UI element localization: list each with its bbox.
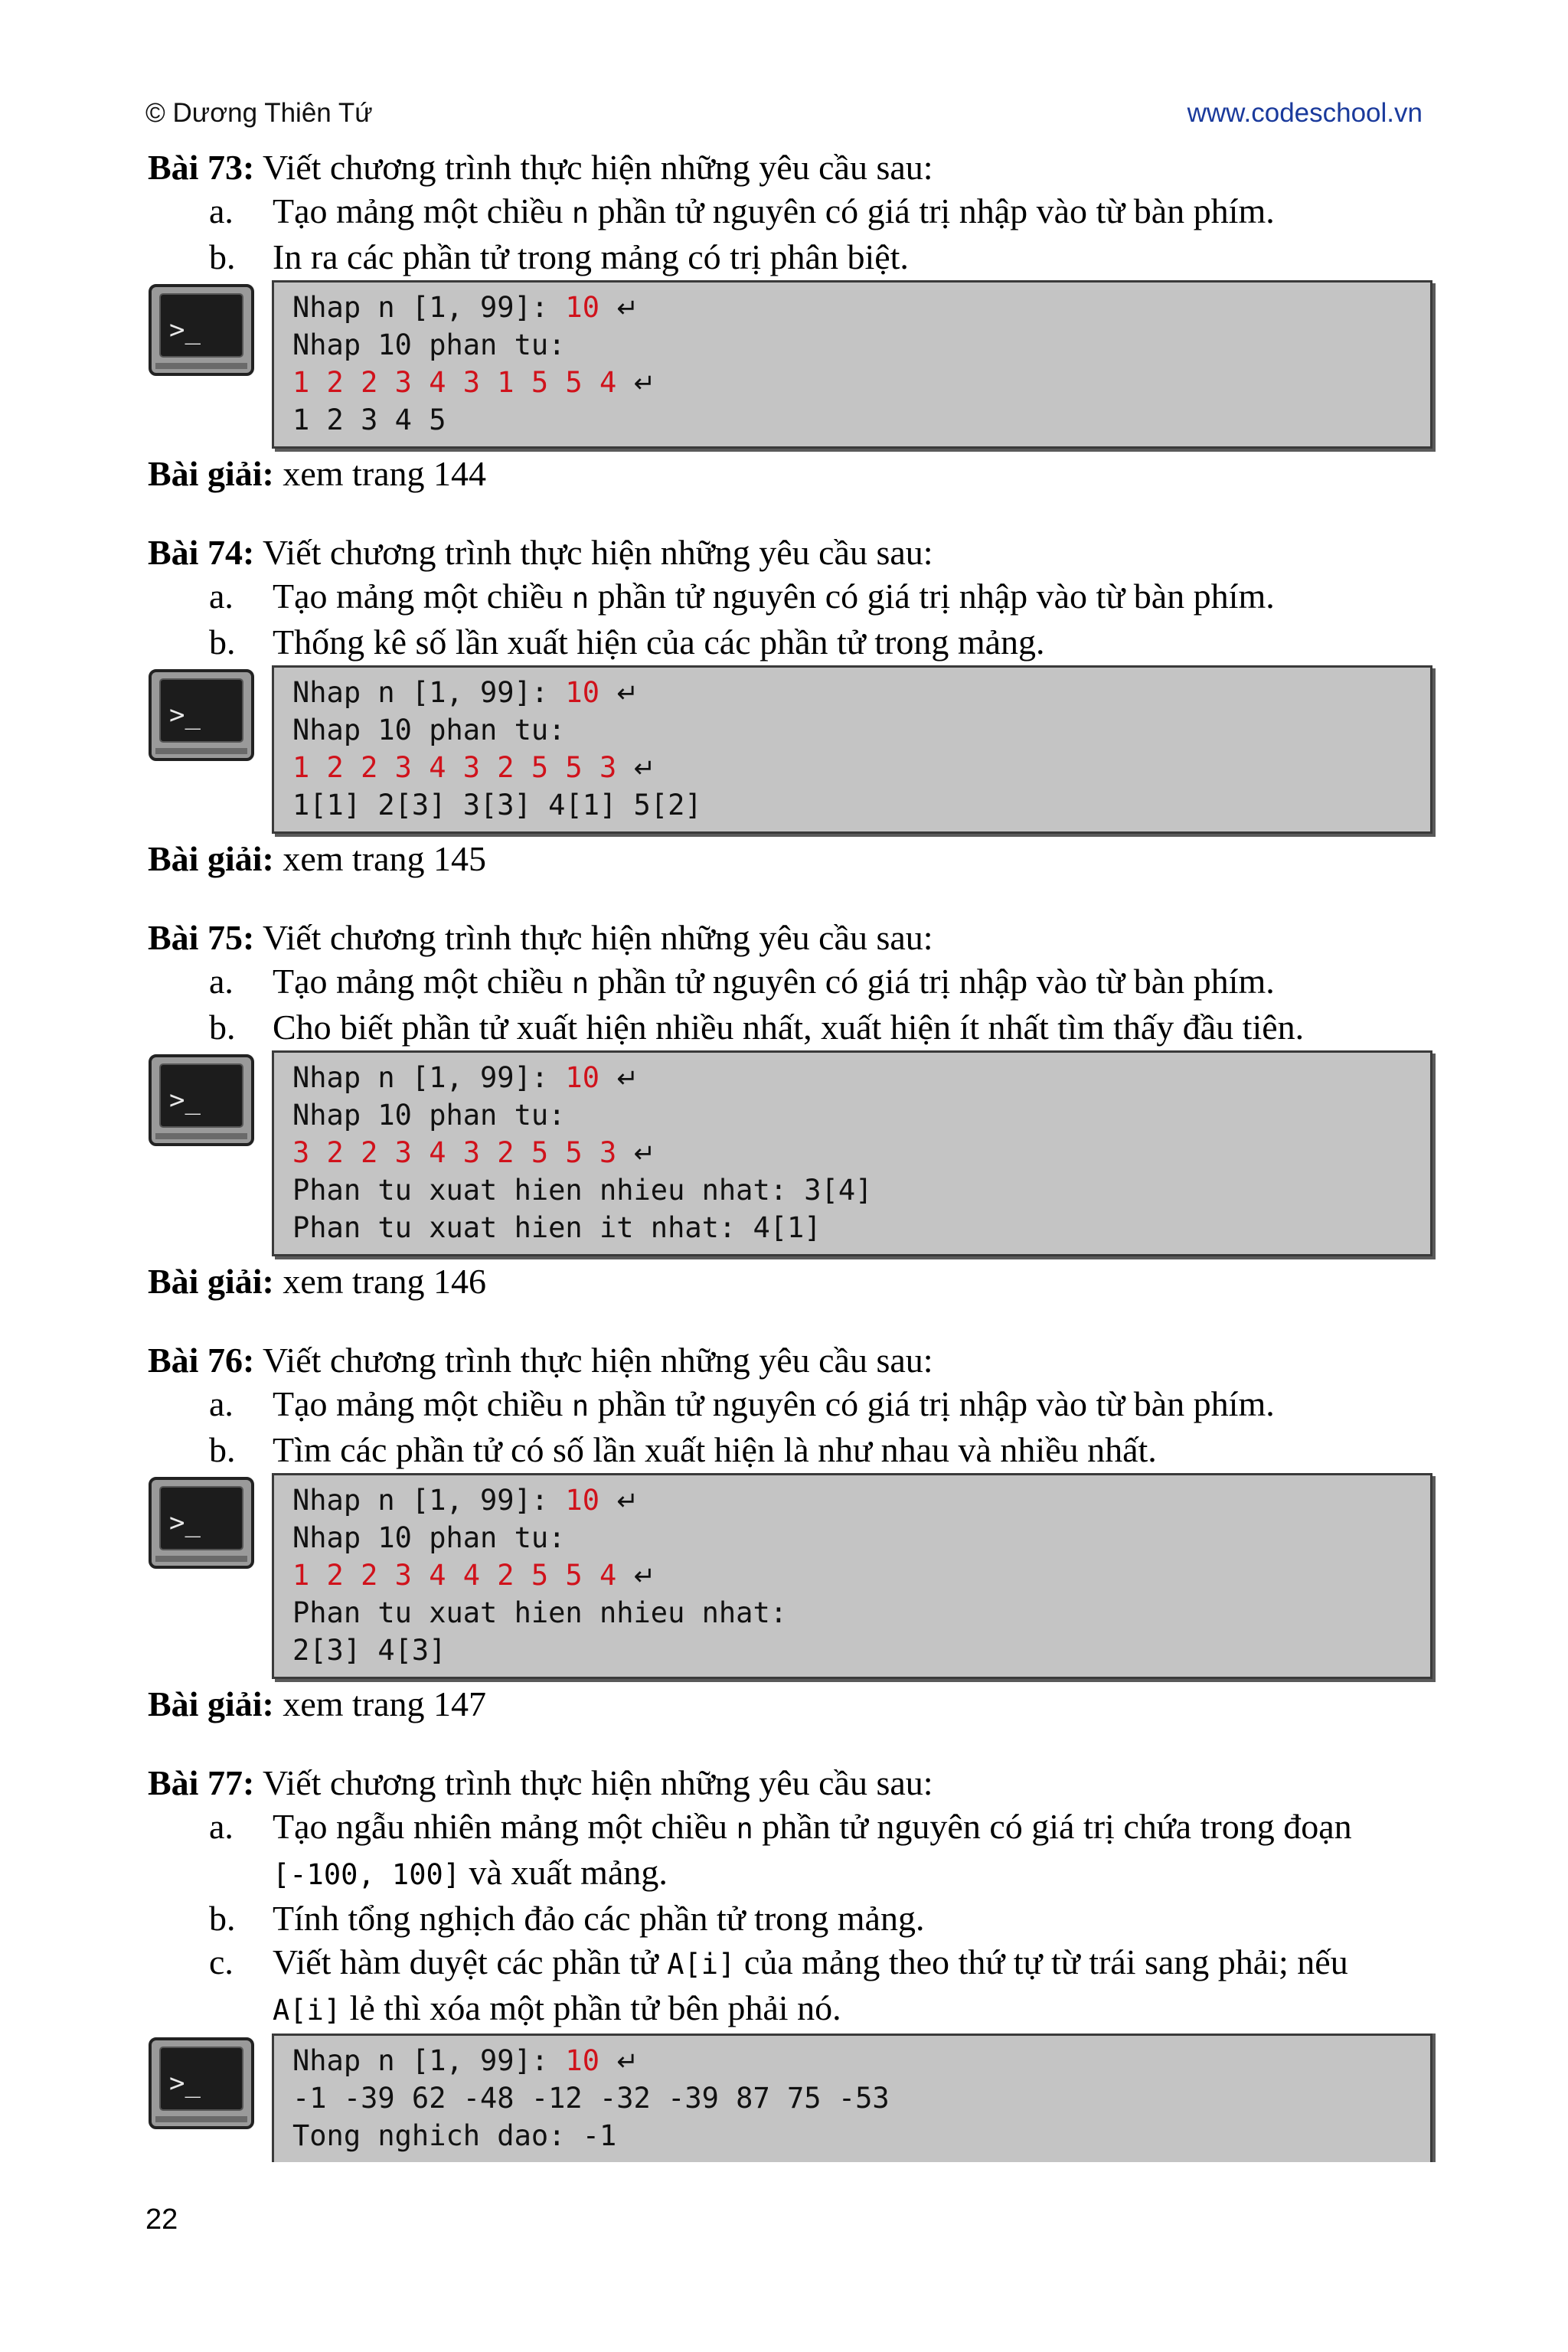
item-text: Tạo mảng một chiều — [273, 962, 572, 1001]
requirement-a — [148, 189, 1442, 235]
requirement-b — [148, 620, 1442, 664]
page-number: 22 — [145, 2203, 178, 2236]
item-text: In ra các phần tử trong mảng có trị phân biệt. — [273, 237, 909, 276]
console-text: Nhap 10 phan tu: — [292, 1521, 566, 1554]
item-marker: b. — [209, 1899, 236, 1938]
console-line — [292, 786, 1412, 824]
author-credit: © Dương Thiên Tứ — [145, 98, 373, 128]
console-text: Nhap 10 phan tu: — [292, 328, 566, 361]
enter-icon: ↵ — [633, 368, 656, 399]
code-variable: n — [571, 197, 590, 230]
website-link[interactable]: www.codeschool.vn — [1187, 98, 1423, 128]
requirement-a — [148, 574, 1442, 620]
console-text: Tong nghich dao: -1 — [292, 2119, 617, 2152]
item-line — [273, 1851, 1442, 1896]
item-text: Tạo mảng một chiều — [273, 577, 572, 616]
console-line — [292, 1171, 1412, 1209]
solution-reference — [148, 837, 1442, 880]
requirement-b — [148, 1428, 1442, 1472]
console-line — [292, 711, 1412, 749]
console-line — [292, 364, 1412, 401]
console-example — [148, 1050, 1442, 1256]
problem-title: Viết chương trình thực hiện những yêu cầu sau: — [262, 533, 933, 572]
console-example — [148, 2034, 1442, 2162]
problem-heading — [148, 1761, 1442, 1805]
item-line — [273, 1805, 1442, 1851]
item-line — [273, 1940, 1442, 1986]
problem-number: Bài 77: — [148, 1763, 255, 1802]
solution-label: Bài giải: — [148, 1684, 274, 1723]
console-line — [292, 1134, 1412, 1171]
console-line — [292, 1096, 1412, 1134]
item-marker: a. — [209, 1807, 234, 1846]
item-marker: a. — [209, 1384, 234, 1423]
solution-reference — [148, 1682, 1442, 1726]
console-line — [292, 326, 1412, 364]
requirement-a — [148, 1805, 1442, 1896]
problem-number: Bài 73: — [148, 148, 255, 187]
code-variable: A[i] — [273, 1994, 341, 2027]
console-line — [292, 1209, 1412, 1246]
item-marker: a. — [209, 577, 234, 616]
item-marker: a. — [209, 962, 234, 1001]
code-variable: A[i] — [667, 1948, 736, 1981]
item-text: phần tử nguyên có giá trị nhập vào từ bàn phím. — [589, 962, 1275, 1001]
solution-page: xem trang 144 — [283, 454, 487, 493]
console-input: 1 2 2 3 4 4 2 5 5 4 — [292, 1559, 617, 1592]
console-text: 1 2 3 4 5 — [292, 403, 446, 436]
solution-label: Bài giải: — [148, 839, 274, 878]
problem-title: Viết chương trình thực hiện những yêu cầu sau: — [262, 918, 933, 957]
item-text: Thống kê số lần xuất hiện của các phần tử trong mảng. — [273, 622, 1045, 662]
console-example — [148, 665, 1442, 834]
terminal-icon — [148, 1476, 255, 1570]
item-line — [273, 1986, 1442, 2032]
item-text: và xuất mảng. — [460, 1853, 668, 1892]
problem-75 — [148, 916, 1442, 1303]
console-line — [292, 674, 1412, 711]
console-input: 10 — [565, 1061, 599, 1094]
console-output — [272, 1050, 1432, 1256]
problem-number: Bài 76: — [148, 1341, 255, 1380]
requirement-b — [148, 1896, 1442, 1940]
requirement-a — [148, 959, 1442, 1005]
console-text: Nhap n [1, 99]: — [292, 1061, 566, 1094]
item-marker: b. — [209, 622, 236, 662]
terminal-icon — [148, 1054, 255, 1147]
console-input: 10 — [565, 2044, 599, 2077]
problem-74 — [148, 531, 1442, 880]
problem-heading — [148, 1338, 1442, 1382]
solution-page: xem trang 147 — [283, 1684, 487, 1723]
console-output — [272, 280, 1432, 449]
console-input: 1 2 2 3 4 3 2 5 5 3 — [292, 751, 617, 784]
item-text: Tạo ngẫu nhiên mảng một chiều — [273, 1807, 737, 1846]
solution-reference — [148, 452, 1442, 495]
console-text: Nhap n [1, 99]: — [292, 676, 566, 709]
svg-text:>_: >_ — [169, 2068, 201, 2099]
console-line — [292, 1632, 1412, 1669]
problem-73 — [148, 145, 1442, 495]
problem-heading — [148, 145, 1442, 189]
solution-label: Bài giải: — [148, 454, 274, 493]
code-variable: n — [736, 1812, 753, 1845]
enter-icon: ↵ — [616, 2047, 639, 2077]
enter-icon: ↵ — [633, 1138, 656, 1169]
enter-icon: ↵ — [633, 753, 656, 784]
enter-icon: ↵ — [616, 293, 639, 324]
item-text: Tạo mảng một chiều — [273, 191, 572, 230]
solution-label: Bài giải: — [148, 1262, 274, 1301]
console-text: Nhap 10 phan tu: — [292, 1099, 566, 1132]
console-text: Nhap 10 phan tu: — [292, 714, 566, 746]
console-input: 10 — [565, 291, 599, 324]
console-text: Nhap n [1, 99]: — [292, 1484, 566, 1517]
console-line — [292, 401, 1412, 439]
item-text: phần tử nguyên có giá trị chứa trong đoạn — [753, 1807, 1352, 1846]
console-text: 1[1] 2[3] 3[3] 4[1] 5[2] — [292, 789, 702, 822]
item-marker: b. — [209, 1008, 236, 1047]
terminal-icon — [148, 283, 255, 377]
page-header — [145, 98, 1423, 136]
page-content — [148, 145, 1442, 2162]
problem-heading — [148, 531, 1442, 574]
problem-number: Bài 75: — [148, 918, 255, 957]
requirement-a — [148, 1382, 1442, 1428]
code-variable: n — [571, 967, 590, 1000]
requirement-c — [148, 1940, 1442, 2032]
item-text: Tính tổng nghịch đảo các phần tử trong mảng. — [273, 1899, 925, 1938]
requirement-b — [148, 1005, 1442, 1049]
terminal-icon — [148, 668, 255, 762]
item-marker: c. — [209, 1942, 234, 1981]
code-range: [-100, 100] — [273, 1858, 461, 1891]
problem-title: Viết chương trình thực hiện những yêu cầu sau: — [262, 148, 933, 187]
console-text: -1 -39 62 -48 -12 -32 -39 87 75 -53 — [292, 2082, 890, 2115]
console-line — [292, 749, 1412, 786]
console-text: Phan tu xuat hien nhieu nhat: — [292, 1596, 788, 1629]
console-input: 3 2 2 3 4 3 2 5 5 3 — [292, 1136, 617, 1169]
terminal-icon — [148, 2037, 255, 2130]
console-text: Phan tu xuat hien it nhat: 4[1] — [292, 1211, 822, 1244]
item-marker: b. — [209, 237, 236, 276]
console-line — [292, 1481, 1412, 1519]
item-text: lẻ thì xóa một phần tử bên phải nó. — [341, 1988, 841, 2027]
console-line — [292, 2079, 1412, 2117]
solution-page: xem trang 145 — [283, 839, 487, 878]
console-line — [292, 1519, 1412, 1557]
item-text: Viết hàm duyệt các phần tử — [273, 1942, 668, 1981]
svg-text:>_: >_ — [169, 315, 201, 345]
problem-77 — [148, 1761, 1442, 2162]
enter-icon: ↵ — [616, 678, 639, 709]
code-variable: n — [571, 1390, 590, 1423]
problem-title: Viết chương trình thực hiện những yêu cầu sau: — [262, 1763, 933, 1802]
svg-text:>_: >_ — [169, 1508, 201, 1538]
console-input: 10 — [565, 1484, 599, 1517]
console-text: Phan tu xuat hien nhieu nhat: 3[4] — [292, 1174, 873, 1207]
problem-number: Bài 74: — [148, 533, 255, 572]
console-line — [292, 289, 1412, 326]
console-text: Nhap n [1, 99]: — [292, 291, 566, 324]
problem-76 — [148, 1338, 1442, 1726]
item-text: Cho biết phần tử xuất hiện nhiều nhất, xuất hiện ít nhất tìm thấy đầu tiên. — [273, 1008, 1305, 1047]
item-text: Tìm các phần tử có số lần xuất hiện là như nhau và nhiều nhất. — [273, 1430, 1157, 1469]
item-text: Tạo mảng một chiều — [273, 1384, 572, 1423]
enter-icon: ↵ — [633, 1561, 656, 1592]
problem-title: Viết chương trình thực hiện những yêu cầu sau: — [262, 1341, 933, 1380]
console-output — [272, 665, 1432, 834]
enter-icon: ↵ — [616, 1486, 639, 1517]
svg-text:>_: >_ — [169, 700, 201, 730]
item-text: của mảng theo thứ tự từ trái sang phải; nếu — [735, 1942, 1348, 1981]
console-example — [148, 1473, 1442, 1679]
enter-icon: ↵ — [616, 1063, 639, 1094]
solution-reference — [148, 1259, 1442, 1303]
console-output — [272, 2034, 1432, 2162]
item-text: phần tử nguyên có giá trị nhập vào từ bàn phím. — [589, 577, 1275, 616]
console-line — [292, 1594, 1412, 1632]
code-variable: n — [571, 582, 590, 615]
console-input: 10 — [565, 676, 599, 709]
item-text: phần tử nguyên có giá trị nhập vào từ bàn phím. — [589, 191, 1275, 230]
svg-text:>_: >_ — [169, 1085, 201, 1116]
solution-page: xem trang 146 — [283, 1262, 487, 1301]
console-output — [272, 1473, 1432, 1679]
console-example — [148, 280, 1442, 449]
console-line — [292, 2042, 1412, 2079]
item-marker: b. — [209, 1430, 236, 1469]
console-text: 2[3] 4[3] — [292, 1634, 446, 1667]
problem-heading — [148, 916, 1442, 959]
console-line — [292, 1557, 1412, 1594]
console-text: Nhap n [1, 99]: — [292, 2044, 566, 2077]
item-text: phần tử nguyên có giá trị nhập vào từ bàn phím. — [589, 1384, 1275, 1423]
item-marker: a. — [209, 191, 234, 230]
console-input: 1 2 2 3 4 3 1 5 5 4 — [292, 366, 617, 399]
console-line — [292, 2117, 1412, 2154]
requirement-b — [148, 235, 1442, 279]
console-line — [292, 1059, 1412, 1096]
